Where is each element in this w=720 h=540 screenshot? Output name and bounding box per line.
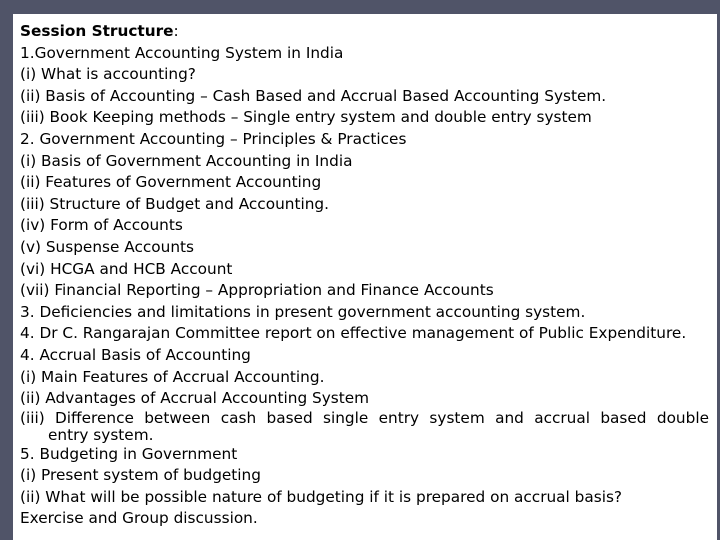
list-item: (ii) Basis of Accounting – Cash Based and Accrual Based Accounting System. bbox=[20, 86, 607, 105]
list-item: (vii) Financial Reporting – Appropriation and Finance Accounts bbox=[20, 281, 494, 300]
list-item: Exercise and Group discussion. bbox=[20, 509, 258, 528]
wrapped-item-continuation: entry system. bbox=[48, 425, 154, 444]
list-item: (iii) Book Keeping methods – Single entry system and double entry system bbox=[20, 108, 592, 127]
list-item: 5. Budgeting in Government bbox=[20, 444, 238, 463]
list-item: 4. Accrual Basis of Accounting bbox=[20, 345, 251, 364]
list-item: (iii) Structure of Budget and Accounting. bbox=[20, 194, 329, 213]
list-item-wrapped bbox=[20, 410, 709, 444]
list-item: (i) Basis of Government Accounting in India bbox=[20, 151, 353, 170]
list-item: (vi) HCGA and HCB Account bbox=[20, 259, 233, 278]
list-item: 2. Government Accounting – Principles & Practices bbox=[20, 129, 407, 148]
list-item: (i) Present system of budgeting bbox=[20, 466, 261, 485]
list-item: (ii) Advantages of Accrual Accounting System bbox=[20, 389, 370, 408]
list-item: (iv) Form of Accounts bbox=[20, 216, 183, 235]
list-item: (v) Suspense Accounts bbox=[20, 237, 195, 256]
list-item: 3. Deficiencies and limitations in present government accounting system. bbox=[20, 302, 586, 321]
list-item: (i) What is accounting? bbox=[20, 65, 196, 84]
list-item: 1.Government Accounting System in India bbox=[20, 43, 344, 62]
list-item: (ii) What will be possible nature of budgeting if it is prepared on accrual basis? bbox=[20, 487, 623, 506]
session-structure-heading bbox=[20, 21, 709, 43]
wrapped-item-first-line: (iii) Difference between cash based single entry system and accrual based double bbox=[20, 408, 709, 427]
list-item: (ii) Features of Government Accounting bbox=[20, 173, 322, 192]
heading-text: Session Structure bbox=[20, 22, 174, 40]
slide-panel bbox=[13, 14, 717, 540]
heading-colon: : bbox=[173, 22, 179, 40]
list-item: 4. Dr C. Rangarajan Committee report on effective management of Public Expenditure. bbox=[20, 324, 687, 343]
list-item: (i) Main Features of Accrual Accounting. bbox=[20, 367, 325, 386]
session-structure-list bbox=[20, 21, 709, 530]
